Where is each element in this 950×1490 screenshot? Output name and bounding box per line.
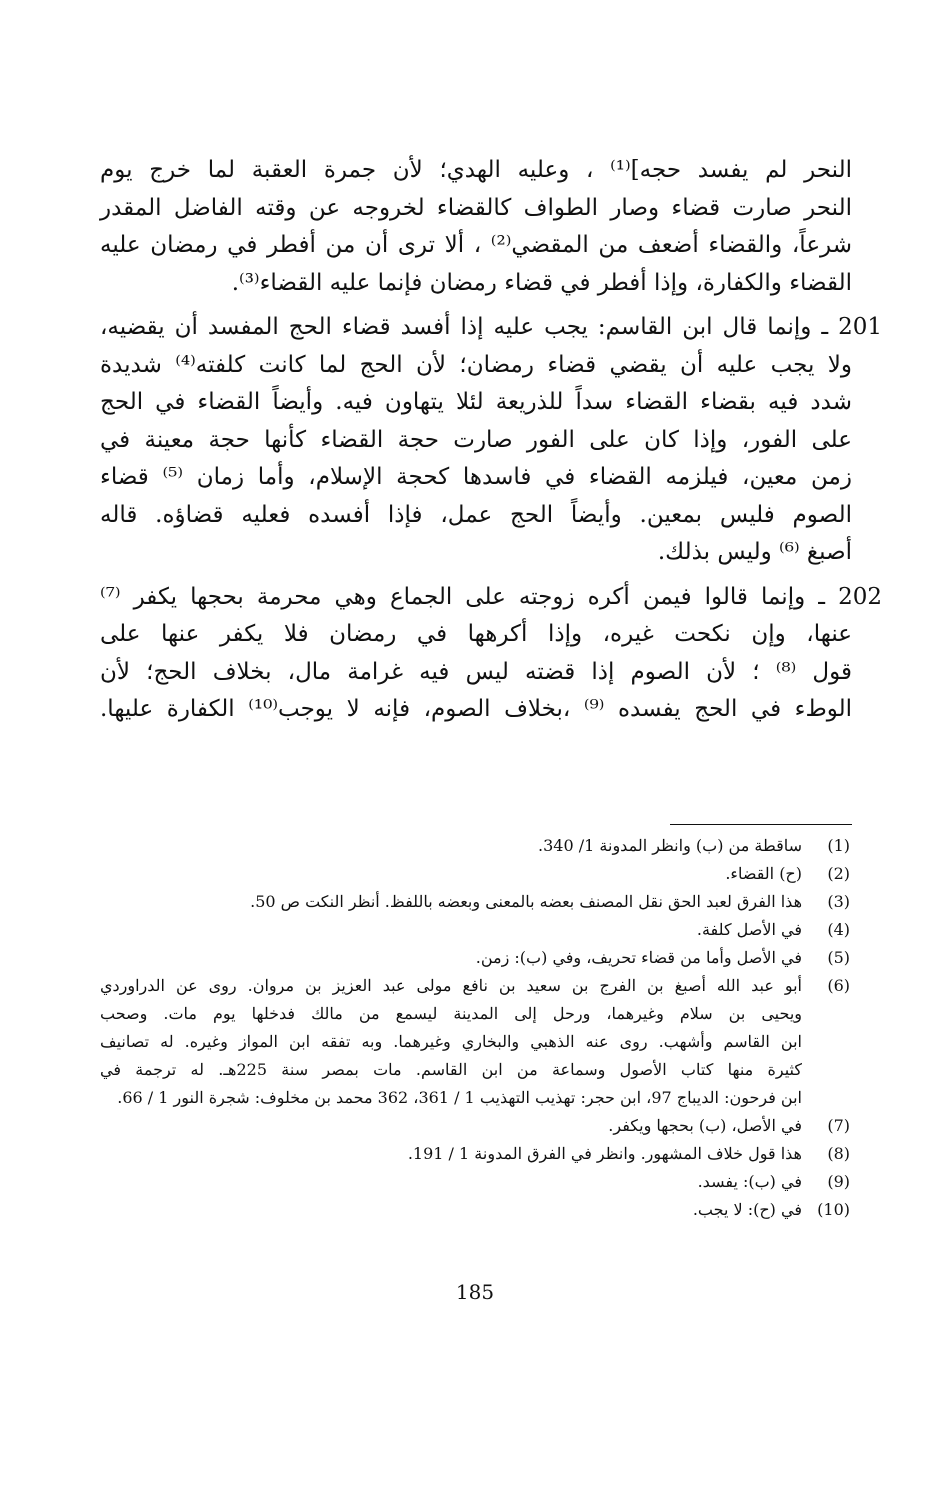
- footnote: [100, 1112, 852, 1140]
- footnote-text: [100, 1168, 802, 1196]
- page-number: 185: [455, 1280, 495, 1304]
- footnote: [100, 1168, 852, 1196]
- footnote-number: (8): [827, 1144, 850, 1163]
- footnote-text: [100, 944, 802, 972]
- paragraph-continuation: [100, 152, 852, 302]
- footnote-number: (9): [827, 1172, 850, 1191]
- main-text: [100, 152, 882, 736]
- footnote-line: ساقطة من (ب) وانظر المدونة 1/ 340.: [538, 836, 802, 855]
- footnote: [100, 972, 852, 1112]
- footnote-number: (5): [827, 948, 850, 967]
- footnote-line: ابن القاسم وأشهب. روى عنه الذهبي والبخاري وغيرهما. وبه تفقه ابن المواز وغيره. له تصانيف: [100, 1032, 802, 1051]
- footnote-line: ابن فرحون: الديباج 97، ابن حجر: تهذيب التهذيب 1 / 361، 362 محمد بن مخلوف: شجرة النور 1 / 66.: [117, 1088, 802, 1107]
- footnote-line: في (ح): لا يجب.: [692, 1200, 802, 1219]
- footnote-number: (3): [827, 892, 850, 911]
- footnote: [100, 1140, 852, 1168]
- footnote-text: [100, 860, 802, 888]
- footnote-number: (7): [827, 1116, 850, 1135]
- footnote: [100, 860, 852, 888]
- footnote-line: هذا قول خلاف المشهور. وانظر في الفرق المدونة 1 / 191.: [407, 1144, 802, 1163]
- text-line: عنها، وإن نكحت غيره، وإذا أكرهها في رمضان فلا يكفر عنها على: [100, 621, 852, 647]
- footnote-text: [100, 1196, 802, 1224]
- footnote-line: في الأصل كلفة.: [696, 920, 802, 939]
- text-line: قول ⁽⁸⁾ ؛ لأن الصوم إذا قضته ليس فيه غرامة مال، بخلاف الحج؛ لأن: [100, 658, 852, 685]
- footnote-line: (ح) القضاء.: [725, 864, 802, 883]
- footnote: [100, 888, 852, 916]
- footnote-text: [100, 832, 802, 860]
- paragraph-202: [100, 579, 882, 729]
- text-line: أصبغ ⁽⁶⁾ وليس بذلك.: [657, 539, 852, 565]
- text-line: شدد فيه بقضاء القضاء سداً للذريعة لئلا يتهاون فيه. وأيضاً القضاء في الحج: [100, 389, 852, 415]
- footnote: [100, 1196, 852, 1224]
- text-line: 202 ـ وإنما قالوا فيمن أكره زوجته على الجماع وهي محرمة بحجها يكفر ⁽⁷⁾: [100, 583, 882, 610]
- footnote-number: (2): [827, 864, 850, 883]
- text-line: شرعاً، والقضاء أضعف من المقضي⁽²⁾ ، ألا ترى أن من أفطر في رمضان عليه: [100, 232, 853, 258]
- text-line: 201 ـ وإنما قال ابن القاسم: يجب عليه إذا أفسد قضاء الحج المفسد أن يقضيه،: [100, 314, 882, 340]
- footnote-line: ويحيى بن سلام وغيرهما، ورحل إلى المدينة ليسمع من مالك فدخلها يوم مات. وصحب: [100, 1004, 802, 1023]
- footnote-number: (4): [827, 920, 850, 939]
- footnote-number: (10): [817, 1200, 850, 1219]
- footnote-text: [100, 1140, 802, 1168]
- text-line: الصوم فليس بمعين. وأيضاً الحج عمل، فإذا أفسده فعليه قضاؤه. قاله: [100, 501, 852, 528]
- footnote-line: في (ب): يفسد.: [697, 1172, 802, 1191]
- paragraph-201: [100, 309, 882, 572]
- text-line: ولا يجب عليه أن يقضي قضاء رمضان؛ لأن الحج لما كانت كلفته⁽⁴⁾ شديدة: [100, 351, 852, 378]
- footnote-text: [100, 972, 802, 1112]
- footnote-line: هذا الفرق لعبد الحق نقل المصنف بعضه بالمعنى وبعضه باللفظ. أنظر النكت ص 50.: [250, 892, 802, 911]
- text-line: على الفور، وإذا كان على الفور صارت حجة القضاء كأنها حجة معينة في: [100, 426, 852, 453]
- footnote-text: [100, 1112, 802, 1140]
- text-line: الوطء في الحج يفسده ⁽⁹⁾ ،بخلاف الصوم، فإنه لا يوجب⁽¹⁰⁾ الكفارة عليها.: [100, 696, 852, 722]
- text-line: زمن معين، فيلزمه القضاء في فاسدها كحجة الإسلام، وأما زمان ⁽⁵⁾ قضاء: [100, 464, 852, 490]
- footnote: [100, 944, 852, 972]
- text-line: النحر لم يفسد حجه]⁽¹⁾ ، وعليه الهدي؛ لأن جمرة العقبة لما خرج يوم: [100, 157, 852, 183]
- text-line: القضاء والكفارة، وإذا أفطر في قضاء رمضان فإنما عليه القضاء⁽³⁾.: [231, 269, 852, 296]
- text-line: النحر صارت قضاء وصار الطواف كالقضاء لخروجه عن وقته الفاضل المقدر: [100, 194, 852, 221]
- footnotes: [100, 832, 852, 1224]
- footnote-text: [100, 888, 802, 916]
- footnote-line: في الأصل وأما من قضاء تحريف، وفي (ب): زمن.: [475, 948, 802, 967]
- footnote-number: (6): [827, 976, 850, 995]
- footnote-line: كثيرة منها كتاب الأصول وسماعة من ابن القاسم. مات بمصر سنة 225هـ. له ترجمة في: [100, 1060, 803, 1079]
- footnote: [100, 832, 852, 860]
- footnote-separator: [670, 824, 852, 825]
- footnote-text: [100, 916, 802, 944]
- footnote: [100, 916, 852, 944]
- footnote-line: في الأصل، (ب) بحجها ويكفر.: [608, 1116, 802, 1135]
- footnote-line: أبو عبد الله أصبغ بن الفرج بن سعيد بن نافع مولى عبد العزيز بن مروان. روى عن الدراوردي: [100, 976, 803, 995]
- footnote-number: (1): [827, 836, 850, 855]
